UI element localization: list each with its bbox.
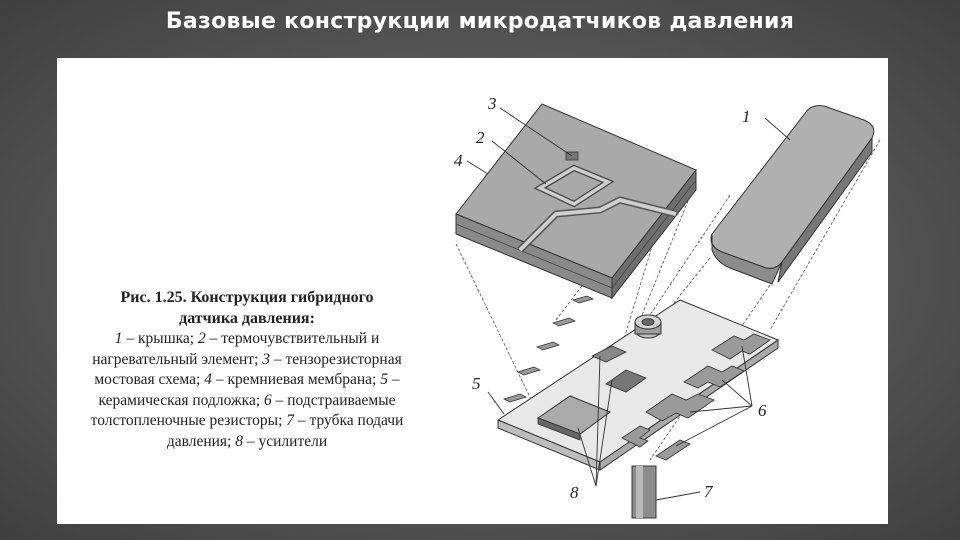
caption-title-line2: датчика давления: [179,309,315,327]
label-3: 3 [488,94,497,113]
label-7: 7 [704,482,713,501]
caption-item-num: 6 [264,391,272,409]
caption-item-text: – крышка; [122,330,198,347]
caption-item-num: 8 [235,432,243,450]
label-2: 2 [476,128,485,147]
caption-item-num: 7 [286,412,295,429]
figure-panel [57,58,888,524]
label-6: 6 [758,401,767,420]
caption-item-text: – усилители [243,432,328,450]
caption-item-text: – подстраиваемые толстопленочные резисторы; [90,391,396,429]
caption-item-text: – термочувствительный и нагревательный элемент; [92,330,380,368]
sensor-exploded-diagram [57,58,888,524]
caption-item-num: 3 [262,350,271,368]
caption-item-num: 5 [380,371,388,388]
lid-cover [711,106,874,284]
caption-item-text: – керамическая подложка; [98,371,400,409]
caption-item-text: – кремниевая мембрана; [211,371,381,388]
label-5: 5 [472,374,481,393]
caption-title-line1: Рис. 1.25. Конструкция гибридного [120,289,374,306]
label-8: 8 [570,483,579,502]
caption-item-num: 2 [198,330,206,347]
label-4: 4 [454,151,463,170]
caption-item-text: – тензорезисторная мостовая схема; [94,350,402,388]
caption-item-num: 4 [204,371,212,388]
label-1: 1 [742,107,751,126]
caption-item-text: – трубка подачи давления; [166,412,404,450]
silicon-membrane [456,104,696,298]
slide-title: Базовые конструкции микродатчиков давления [165,9,795,34]
caption-item-num: 1 [114,330,123,347]
